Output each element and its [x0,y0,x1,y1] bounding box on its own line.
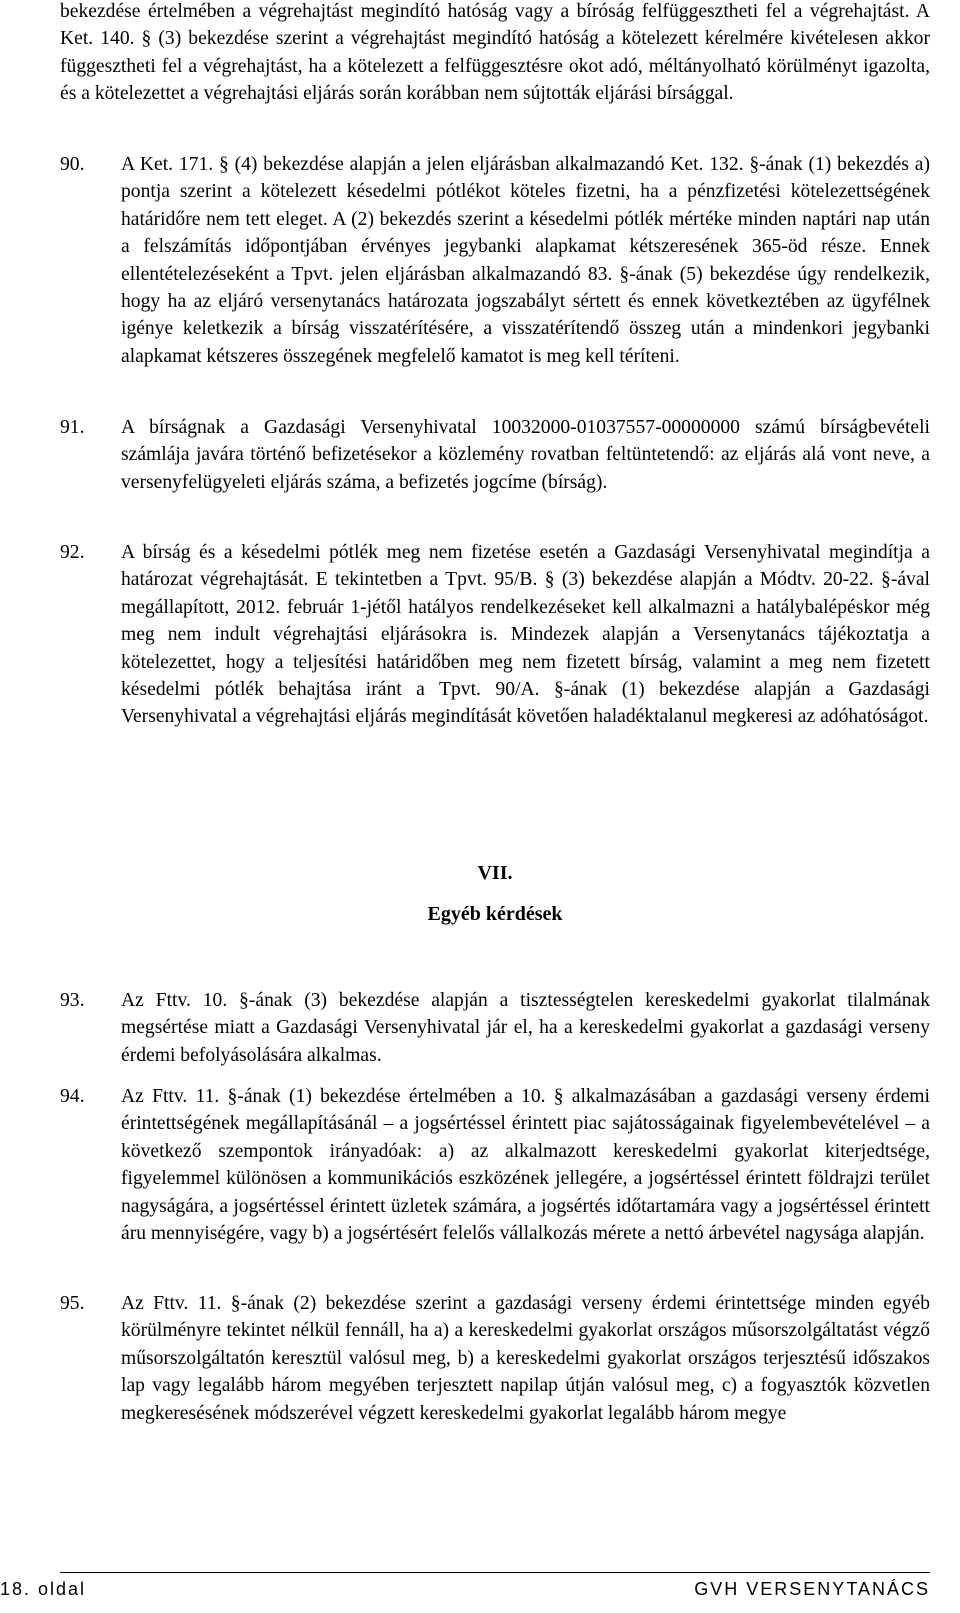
paragraph-number: 92. [60,542,85,563]
continuation-text: bekezdése értelmében a végrehajtást megindító hatóság vagy a bíróság felfüggesztheti fel a végrehajtást. A Ket. 140. § (3) bekezdése szerint a végrehajtást megindító hatóság a kötelezett kérelmére kivételesen akkor függesztheti fel a végrehajtást, ha a kötelezett a felfüggesztésre okot adó, méltányolható körülményt igazolta, és a kötelezettet a végrehajtási eljárás során korábban nem sújtották eljárási bírsággal. [60,1,930,105]
footer-divider [60,1572,930,1573]
page-number: 18. oldal [0,1579,87,1599]
paragraph-91 [60,414,930,496]
paragraph-number: 93. [60,990,85,1011]
paragraph-text: Az Fttv. 11. §-ának (1) bekezdése értelmében a 10. § alkalmazásában a gazdasági verseny érdemi érintettségének megállapításánál – a jogsértéssel érintett piac sajátosságainak figyelembevételével – a következő szempontok irányadóak: a) az alkalmazott kereskedelmi gyakorlat kiterjedtsége, figyelemmel különösen a kommunikációs eszközének jellegére, a jogsértéssel érintett földrajzi terület nagyságára, a jogsértéssel érintett üzletek számára, a jogsértés időtartamára vagy a jogsértéssel érintett áru mennyiségére, vagy b) a jogsértésért felelős vállalkozás mérete a nettó árbevétel nagysága alapján. [121,1086,930,1245]
paragraph-90 [60,151,930,370]
paragraph-text: A bírságnak a Gazdasági Versenyhivatal 10032000-01037557-00000000 számú bírságbevételi számlája javára történő befizetésekor a közlemény rovatban feltüntetendő: az eljárás alá vont neve, a versenyfelügyeleti eljárás száma, a befizetés jogcíme (bírság). [121,417,930,493]
paragraph-94 [60,1083,930,1247]
paragraph-text: Az Fttv. 11. §-ának (2) bekezdése szerint a gazdasági verseny érdemi érintettsége minden egyéb körülményre tekintet nélkül fennáll, ha a) a kereskedelmi gyakorlat országos műsorszolgáltatást végző műsorszolgáltatón keresztül valósul meg, b) a kereskedelmi gyakorlat országos terjesztésű időszakos lap vagy legalább három megyében terjesztett napilap útján valósul meg, c) a fogyasztók közvetlen megkeresésének módszerével végzett kereskedelmi gyakorlat legalább három megye [121,1293,930,1424]
paragraph-number: 90. [60,154,85,175]
paragraph-95 [60,1290,930,1427]
chapter-heading [60,853,930,935]
paragraph-number: 94. [60,1086,85,1107]
footer-organization: GVH VERSENYTANÁCS [694,1579,930,1599]
continuation-paragraph [60,0,930,108]
paragraph-number: 95. [60,1293,85,1314]
paragraph-text: A Ket. 171. § (4) bekezdése alapján a jelen eljárásban alkalmazandó Ket. 132. §-ának (1) bekezdés a) pontja szerint a kötelezett késedelmi pótlékot köteles fizetni, ha a pénzfizetési kötelezettségének határidőre nem tett eleget. A (2) bekezdés szerint a késedelmi pótlék mértéke minden naptári nap után a felszámítás időpontjában érvényes jegybanki alapkamat kétszeresének 365-öd része. Ennek ellentételezéseként a Tpvt. jelen eljárásban alkalmazandó 83. §-ának (5) bekezdése úgy rendelkezik, hogy ha az eljáró versenytanács határozata jogszabályt sértett és ennek következtében az ügyfélnek igénye keletkezik a bírság visszatérítésére, a visszatérítendő összeg után a mindenkori jegybanki alapkamat kétszeres összegének megfelelő kamatot is meg kell téríteni. [121,154,930,367]
paragraph-text: Az Fttv. 10. §-ának (3) bekezdése alapján a tisztességtelen kereskedelmi gyakorlat tilalmának megsértése miatt a Gazdasági Versenyhivatal jár el, ha a kereskedelmi gyakorlat a gazdasági verseny érdemi befolyásolására alkalmas. [121,990,930,1066]
page-footer [0,1572,960,1613]
chapter-number: VII. [477,862,513,884]
paragraph-93 [60,987,930,1069]
paragraph-number: 91. [60,417,85,438]
paragraph-92 [60,539,930,731]
chapter-title: Egyéb kérdések [427,903,563,925]
paragraph-text: A bírság és a késedelmi pótlék meg nem fizetése esetén a Gazdasági Versenyhivatal megindítja a határozat végrehajtását. E tekintetben a Tpvt. 95/B. § (3) bekezdése alapján a Módtv. 20-22. §-ával megállapított, 2012. február 1-jétől hatályos rendelkezéseket kell alkalmazni a hatálybalépéskor még meg nem indult végrehajtási eljárásokra is. Mindezek alapján a Versenytanács tájékoztatja a kötelezettet, hogy a teljesítési határidőben meg nem fizetett bírság, valamint a meg nem fizetett késedelmi pótlék behajtása iránt a Tpvt. 90/A. §-ának (1) bekezdése alapján a Gazdasági Versenyhivatal a végrehajtási eljárás megindítását követően haladéktalanul megkeresi az adóhatóságot. [121,542,930,728]
